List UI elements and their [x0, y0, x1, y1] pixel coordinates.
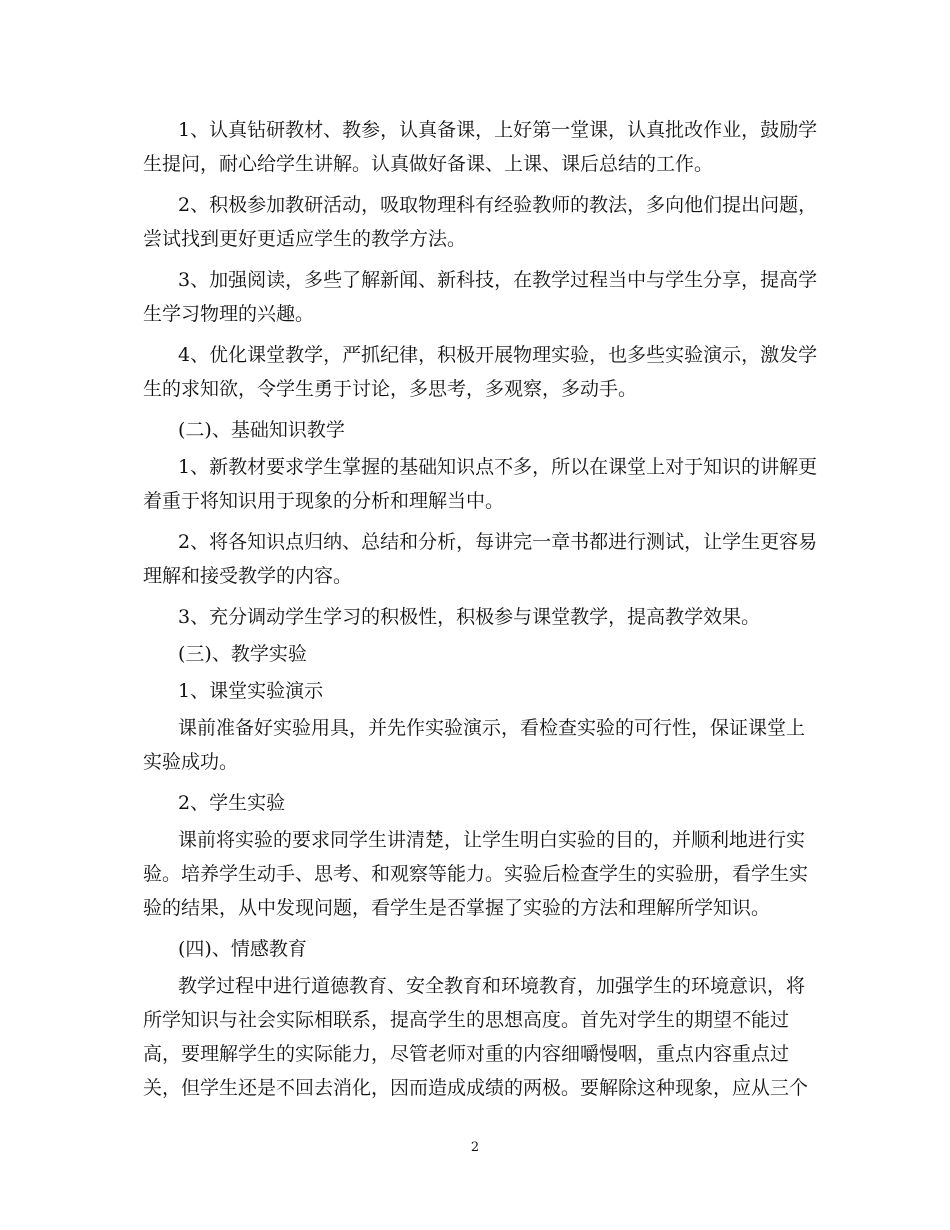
paragraph-10-line-1: 教学过程中进行道德教育、安全教育和环境教育，加强学生的环境意识，将	[178, 975, 806, 997]
section-heading-3: (三)、教学实验	[178, 643, 307, 665]
subheading-student-experiment: 2、学生实验	[178, 792, 286, 814]
section-heading-2: (二)、基础知识教学	[178, 419, 345, 441]
paragraph-7: 3、充分调动学生学习的积极性，积极参与课堂教学，提高教学效果。	[178, 606, 761, 628]
paragraph-4-line-2: 生的求知欲，令学生勇于讨论，多思考，多观察，多动手。	[143, 378, 638, 400]
paragraph-4-line-1: 4、优化课堂教学，严抓纪律，积极开展物理实验，也多些实验演示，激发学	[178, 344, 818, 366]
paragraph-2-line-2: 尝试找到更好更适应学生的教学方法。	[143, 228, 467, 250]
paragraph-10-line-3: 高，要理解学生的实际能力，尽管老师对重的内容细嚼慢咽，重点内容重点过	[143, 1043, 790, 1065]
paragraph-6-line-2: 理解和接受教学的内容。	[143, 565, 353, 587]
paragraph-9-line-1: 课前将实验的要求同学生讲清楚，让学生明白实验的目的，并顺利地进行实	[178, 829, 806, 851]
subheading-classroom-demo: 1、课堂实验演示	[178, 680, 324, 702]
paragraph-5-line-1: 1、新教材要求学生掌握的基础知识点不多，所以在课堂上对于知识的讲解更	[178, 456, 818, 478]
section-heading-4: (四)、情感教育	[178, 938, 307, 960]
paragraph-6-line-1: 2、将各知识点归纳、总结和分析，每讲完一章书都进行测试，让学生更容易	[178, 531, 818, 553]
paragraph-1-line-2: 生提问，耐心给学生讲解。认真做好备课、上课、课后总结的工作。	[143, 153, 714, 175]
paragraph-8-line-2: 实验成功。	[143, 751, 239, 773]
paragraph-10-line-2: 所学知识与社会实际相联系，提高学生的思想高度。首先对学生的期望不能过	[143, 1009, 790, 1031]
paragraph-2-line-1: 2、积极参加教研活动，吸取物理科有经验教师的教法，多向他们提出问题，	[178, 194, 818, 216]
page-number: 2	[470, 1140, 480, 1155]
paragraph-8-line-1: 课前准备好实验用具，并先作实验演示，看检查实验的可行性，保证课堂上	[178, 717, 806, 739]
paragraph-10-line-4: 关，但学生还是不回去消化，因而造成成绩的两极。要解除这种现象，应从三个	[143, 1077, 809, 1099]
paragraph-1-line-1: 1、认真钻研教材、教参，认真备课，上好第一堂课，认真批改作业，鼓励学	[178, 119, 818, 141]
paragraph-9-line-2: 验。培养学生动手、思考、和观察等能力。实验后检查学生的实验册，看学生实	[143, 863, 809, 885]
paragraph-3-line-2: 生学习物理的兴趣。	[143, 303, 315, 325]
paragraph-3-line-1: 3、加强阅读，多些了解新闻、新科技，在教学过程当中与学生分享，提高学	[178, 269, 818, 291]
paragraph-9-line-3: 验的结果，从中发现问题，看学生是否掌握了实验的方法和理解所学知识。	[143, 897, 771, 919]
paragraph-5-line-2: 着重于将知识用于现象的分析和理解当中。	[143, 490, 505, 512]
